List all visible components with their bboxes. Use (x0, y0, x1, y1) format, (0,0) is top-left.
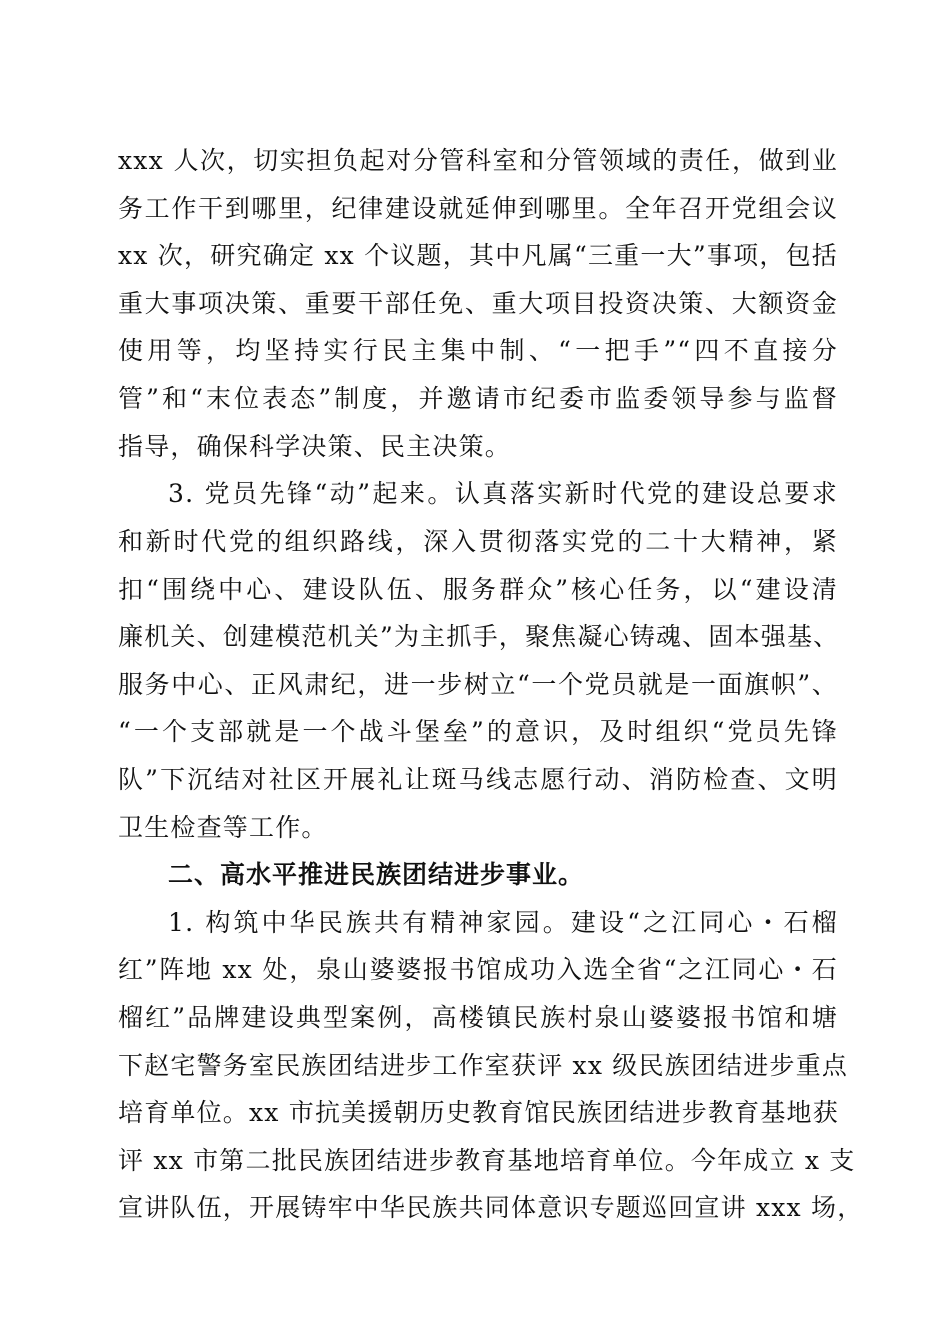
paragraph-line: 卫生检查等工作。 (118, 813, 328, 842)
paragraph-line: xx 次，研究确定 xx 个议题，其中凡属“三重一大”事项，包括 (118, 241, 838, 270)
paragraph-line: 管”和“末位表态”制度，并邀请市纪委市监委领导参与监督 (118, 384, 838, 413)
section-heading: 二、高水平推进民族团结进步事业。 (168, 860, 585, 889)
paragraph-line: 指导，确保科学决策、民主决策。 (118, 432, 512, 461)
paragraph-line: 扣“围绕中心、建设队伍、服务群众”核心任务，以“建设清 (118, 575, 838, 604)
paragraph-line: 红”阵地 xx 处，泉山婆婆报书馆成功入选全省“之江同心・石 (118, 955, 838, 984)
paragraph-line: 使用等，均坚持实行民主集中制、“一把手”“四不直接分 (118, 336, 838, 365)
paragraph-line: 榴红”品牌建设典型案例，高楼镇民族村泉山婆婆报书馆和塘 (118, 1003, 838, 1032)
paragraph-line: “一个支部就是一个战斗堡垒”的意识，及时组织“党员先锋 (118, 717, 838, 746)
section-item-heading-line: 1. 构筑中华民族共有精神家园。建设“之江同心・石榴 (168, 908, 838, 937)
paragraph-line: 下赵宅警务室民族团结进步工作室获评 xx 级民族团结进步重点 (118, 1051, 849, 1080)
paragraph-line: 宣讲队伍，开展铸牢中华民族共同体意识专题巡回宣讲 xxx 场， (118, 1193, 864, 1222)
paragraph-line: xxx 人次，切实担负起对分管科室和分管领域的责任，做到业 (118, 146, 838, 175)
paragraph-line: 廉机关、创建模范机关”为主抓手，聚焦凝心铸魂、固本强基、 (118, 622, 840, 651)
paragraph-line: 培育单位。xx 市抗美援朝历史教育馆民族团结进步教育基地获 (118, 1098, 839, 1127)
paragraph-line: 务工作干到哪里，纪律建设就延伸到哪里。全年召开党组会议 (118, 194, 838, 223)
paragraph-line: 服务中心、正风肃纪，进一步树立“一个党员就是一面旗帜”、 (118, 670, 838, 699)
paragraph-line: 评 xx 市第二批民族团结进步教育基地培育单位。今年成立 x 支 (118, 1146, 856, 1175)
section-item-heading-line: 3. 党员先锋“动”起来。认真落实新时代党的建设总要求 (168, 479, 838, 508)
paragraph-line: 队”下沉结对社区开展礼让斑马线志愿行动、消防检查、文明 (118, 765, 838, 794)
paragraph-line: 和新时代党的组织路线，深入贯彻落实党的二十大精神，紧 (118, 527, 838, 556)
paragraph-line: 重大事项决策、重要干部任免、重大项目投资决策、大额资金 (118, 289, 838, 318)
